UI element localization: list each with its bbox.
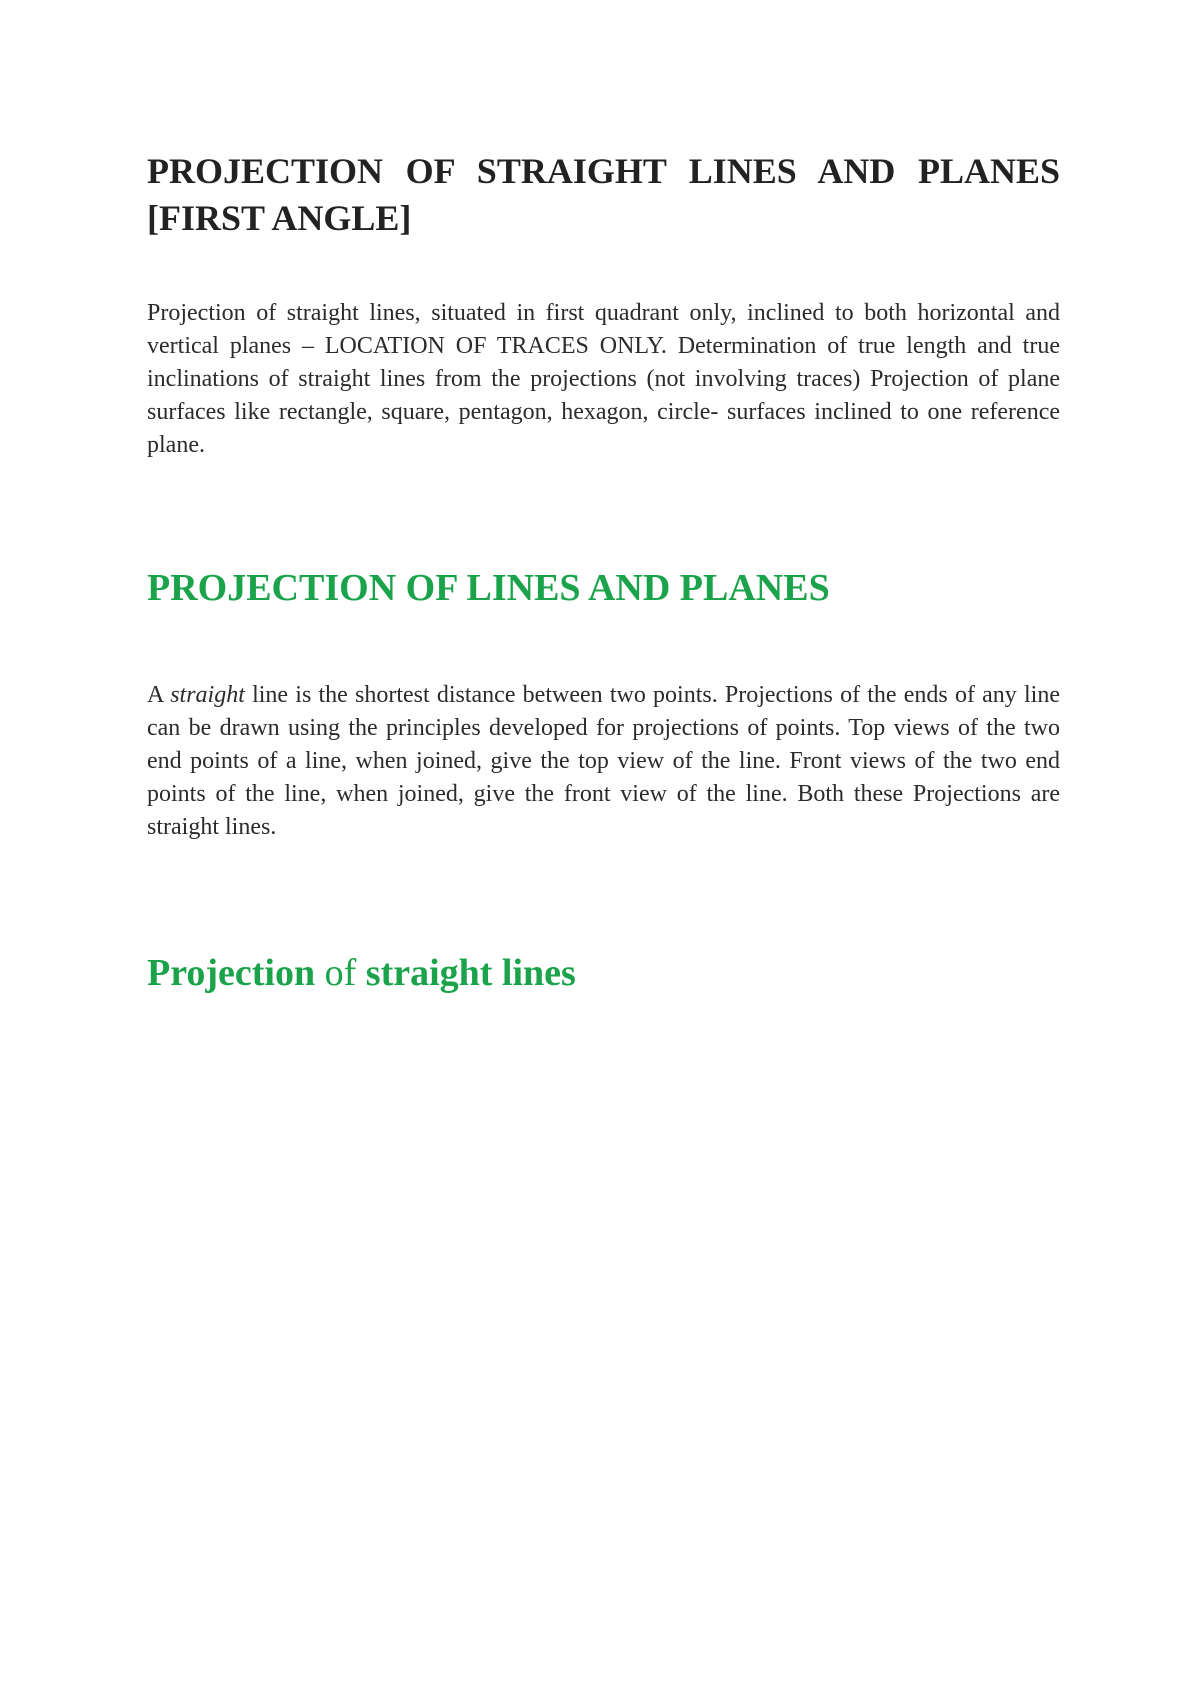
paragraph-rest: line is the shortest distance between two points. Projections of the ends of any line can be drawn using the principles developed for projections of points. Top views of the two end points of a line, when joined, give the top view of the line. Front views of the two end points of the line, when joined, give the front view of the line. Both these Projections are straight lines. [147, 682, 1060, 840]
subheading [147, 949, 1060, 997]
paragraph-lead: A [147, 682, 171, 708]
subheading-part-projection: Projection [147, 952, 316, 994]
body-paragraph [147, 679, 1060, 844]
intro-paragraph: Projection of straight lines, situated in first quadrant only, inclined to both horizontal and vertical planes – LOCATION OF TRACES ONLY. Determination of true length and true inclinations of straight lines from the projections (not involving traces) Projection of plane surfaces like rectangle, square, pentagon, hexagon, circle- surfaces inclined to one reference plane. [147, 300, 1060, 458]
document-title: PROJECTION OF STRAIGHT LINES AND PLANES [FIRST ANGLE] [147, 151, 1060, 238]
paragraph-emphasis: straight [170, 682, 245, 708]
subheading-part-straight-lines: straight lines [365, 952, 576, 994]
subheading-part-of: of [315, 952, 366, 994]
document-content [147, 148, 1060, 997]
section-heading: PROJECTION OF LINES AND PLANES [147, 567, 830, 609]
